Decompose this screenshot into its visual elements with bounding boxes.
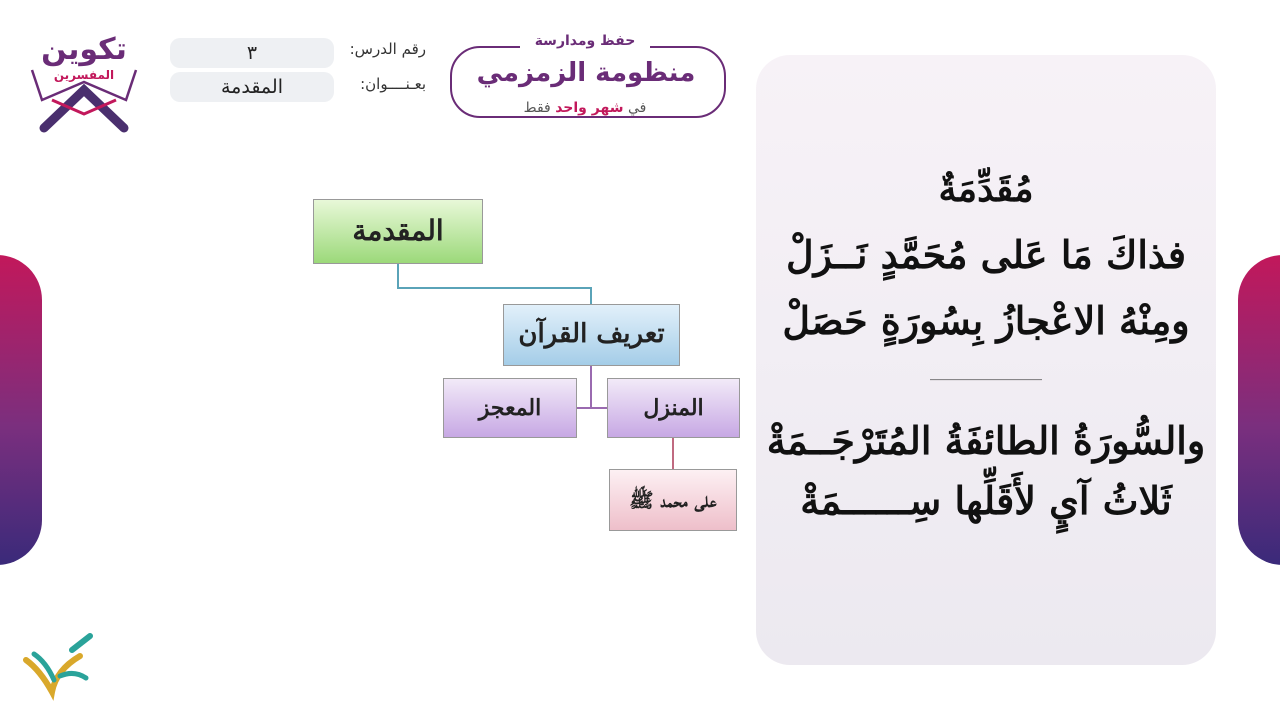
book-pen-logo-icon: [20, 630, 102, 702]
node-introduction: المقدمة: [313, 199, 483, 264]
poem-line-2: ومِنْهُ الاعْجازُ بِسُورَةٍ حَصَلْ: [782, 298, 1190, 343]
connector-root-definition: [398, 264, 591, 304]
poem-line-1: فذاكَ مَا عَلى مُحَمَّدٍ نَــزَلْ: [786, 232, 1186, 277]
node-miraculous: المعجز: [443, 378, 577, 438]
lesson-title-label: بعـنــــوان:: [360, 75, 426, 93]
logo-main-text: تكوين: [41, 32, 127, 67]
poem-line-4: ثَلاثُ آيٍ لأَقَلِّها سِــــــمَةْ: [800, 478, 1172, 523]
header-bottom-prefix: في: [627, 100, 647, 116]
header-title: منظومة الزمزمي: [476, 58, 696, 88]
lesson-title-value: المقدمة: [170, 72, 334, 102]
header-top-text: حفظ ومدارسة: [520, 33, 650, 49]
node-revealed: المنزل: [607, 378, 740, 438]
lesson-number-label: رقم الدرس:: [349, 40, 426, 58]
poem-separator: ________________: [930, 365, 1042, 381]
node-upon-muhammad: على محمد ﷺ: [609, 469, 737, 531]
header-bottom-suffix: فقط: [523, 100, 551, 116]
lesson-number-value: ٣: [170, 38, 334, 68]
logo-sub-text: المفسرين: [53, 68, 115, 82]
header-bottom-highlight: شهر واحد: [555, 100, 624, 116]
node-quran-definition: تعريف القرآن: [503, 304, 680, 366]
poem-line-3: والسُّورَةُ الطائفَةُ المُتَرْجَــمَةْ: [766, 418, 1206, 463]
poem-title: مُقَدِّمَةٌ: [938, 168, 1034, 210]
